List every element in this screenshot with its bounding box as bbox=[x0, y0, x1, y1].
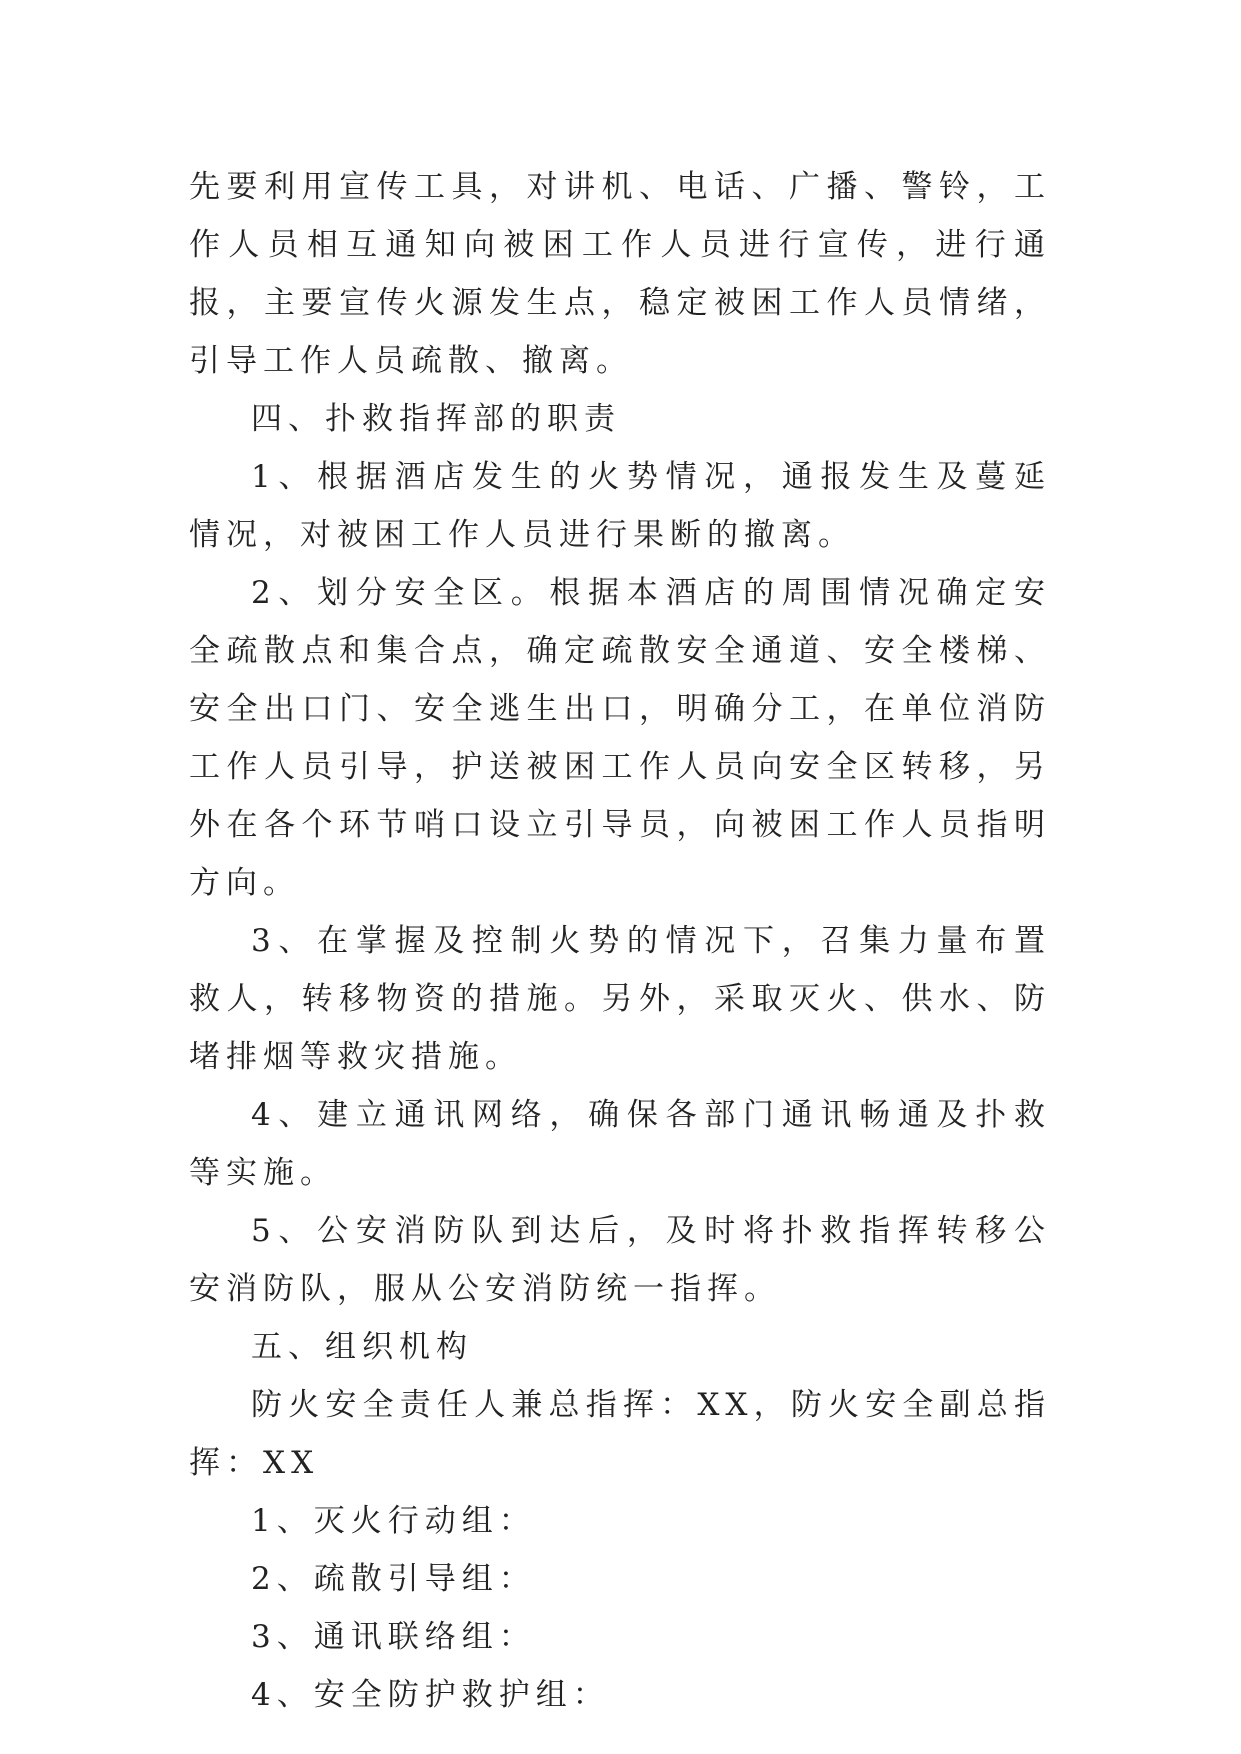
document-body bbox=[189, 158, 1051, 1724]
paragraph-item-3: 3、在掌握及控制火势的情况下，召集力量布置救人，转移物资的措施。另外，采取灭火、供水、防堵排烟等救灾措施。 bbox=[189, 923, 1051, 1075]
paragraph-item-2: 2、划分安全区。根据本酒店的周围情况确定安全疏散点和集合点，确定疏散安全通道、安全楼梯、安全出口门、安全逃生出口，明确分工，在单位消防工作人员引导，护送被困工作人员向安全区转移，另外在各个环节哨口设立引导员，向被困工作人员指明方向。 bbox=[189, 575, 1051, 901]
group-item-4: 4、安全防护救护组： bbox=[251, 1677, 610, 1713]
paragraph-item-4: 4、建立通讯网络，确保各部门通讯畅通及扑救等实施。 bbox=[189, 1097, 1051, 1191]
group-item-2: 2、疏散引导组： bbox=[251, 1561, 536, 1597]
section-heading-5: 五、组织机构 bbox=[251, 1329, 473, 1365]
paragraph-commander: 防火安全责任人兼总指挥：XX，防火安全副总指挥：XX bbox=[189, 1387, 1051, 1481]
section-heading-4: 四、扑救指挥部的职责 bbox=[251, 401, 621, 437]
paragraph-item-1: 1、根据酒店发生的火势情况，通报发生及蔓延情况，对被困工作人员进行果断的撤离。 bbox=[189, 459, 1051, 553]
paragraph-intro: 先要利用宣传工具，对讲机、电话、广播、警铃，工作人员相互通知向被困工作人员进行宣传，进行通报，主要宣传火源发生点，稳定被困工作人员情绪，引导工作人员疏散、撤离。 bbox=[189, 169, 1051, 379]
group-item-1: 1、灭火行动组： bbox=[251, 1503, 536, 1539]
paragraph-item-5: 5、公安消防队到达后，及时将扑救指挥转移公安消防队，服从公安消防统一指挥。 bbox=[189, 1213, 1051, 1307]
group-item-3: 3、通讯联络组： bbox=[251, 1619, 536, 1655]
